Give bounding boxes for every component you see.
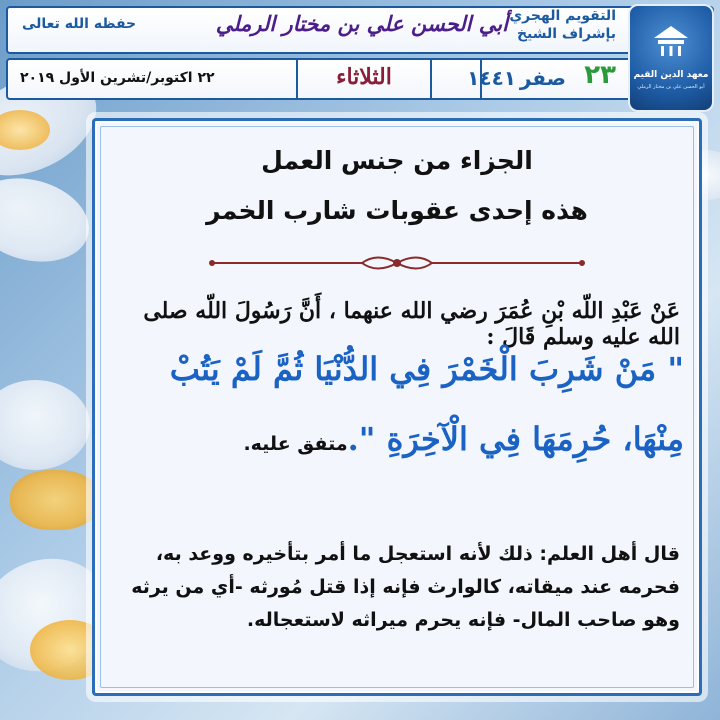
hadith-source: متفق عليه. xyxy=(243,433,348,455)
institute-logo xyxy=(628,4,714,112)
hadith-text: مِنْهَا، حُرِمَهَا فِي الْآخِرَةِ ". xyxy=(347,420,684,458)
flower-petal xyxy=(0,380,90,470)
gregorian-date: ٢٢ اكتوبر/تشرين الأول ٢٠١٩ xyxy=(20,70,215,86)
commentary xyxy=(120,538,680,637)
flower-petal xyxy=(0,166,98,274)
hijri-day: ٢٣ xyxy=(584,60,616,90)
mosque-icon xyxy=(650,24,692,58)
institute-name: معهد الدين القيم xyxy=(633,70,709,80)
sheikh-name: أبي الحسن علي بن مختار الرملي xyxy=(215,11,508,36)
divider xyxy=(296,58,298,100)
title-line-1: الجزاء من جنس العمل xyxy=(261,146,533,175)
institute-subtitle: أبو الحسن علي بن مختار الرملي xyxy=(637,84,705,90)
supervision-label: بإشراف الشيخ xyxy=(516,26,616,42)
honorific: حفظه الله تعالى xyxy=(22,16,137,32)
hadith-chain: عَنْ عَبْدِ اللّه بْنِ عُمَرَ رضي الله عنهما ، أَنَّ رَسُولَ اللّه صلى الله عليه وسلم قَالَ : xyxy=(143,298,680,350)
title-line-2: هذه إحدى عقوبات شارب الخمر xyxy=(206,196,588,225)
divider xyxy=(430,58,432,100)
calendar-label: التقويم الهجري xyxy=(509,8,616,24)
hijri-year: ١٤٤١ xyxy=(467,66,516,90)
hadith-text-line-1: " مَنْ شَرِبَ الْخَمْرَ فِي الدُّنْيَا ثُمَّ لَمْ يَتُبْ xyxy=(169,350,684,388)
commentary-line: فحرمه عند ميقاته، كالوارث فإنه إذا قتل مُورثه -أي من يرثه xyxy=(131,576,680,598)
commentary-line: قال أهل العلم: ذلك لأنه استعجل ما أمر بتأخيره ووعد به، xyxy=(155,543,680,565)
commentary-line: وهو صاحب المال- فإنه يحرم ميراثه لاستعجاله. xyxy=(246,609,680,631)
weekday: الثلاثاء xyxy=(336,64,392,90)
flower-center xyxy=(10,470,100,530)
hadith-text-line-2 xyxy=(120,420,684,458)
hijri-month: صفر xyxy=(519,66,566,90)
ornament-divider xyxy=(202,252,592,274)
